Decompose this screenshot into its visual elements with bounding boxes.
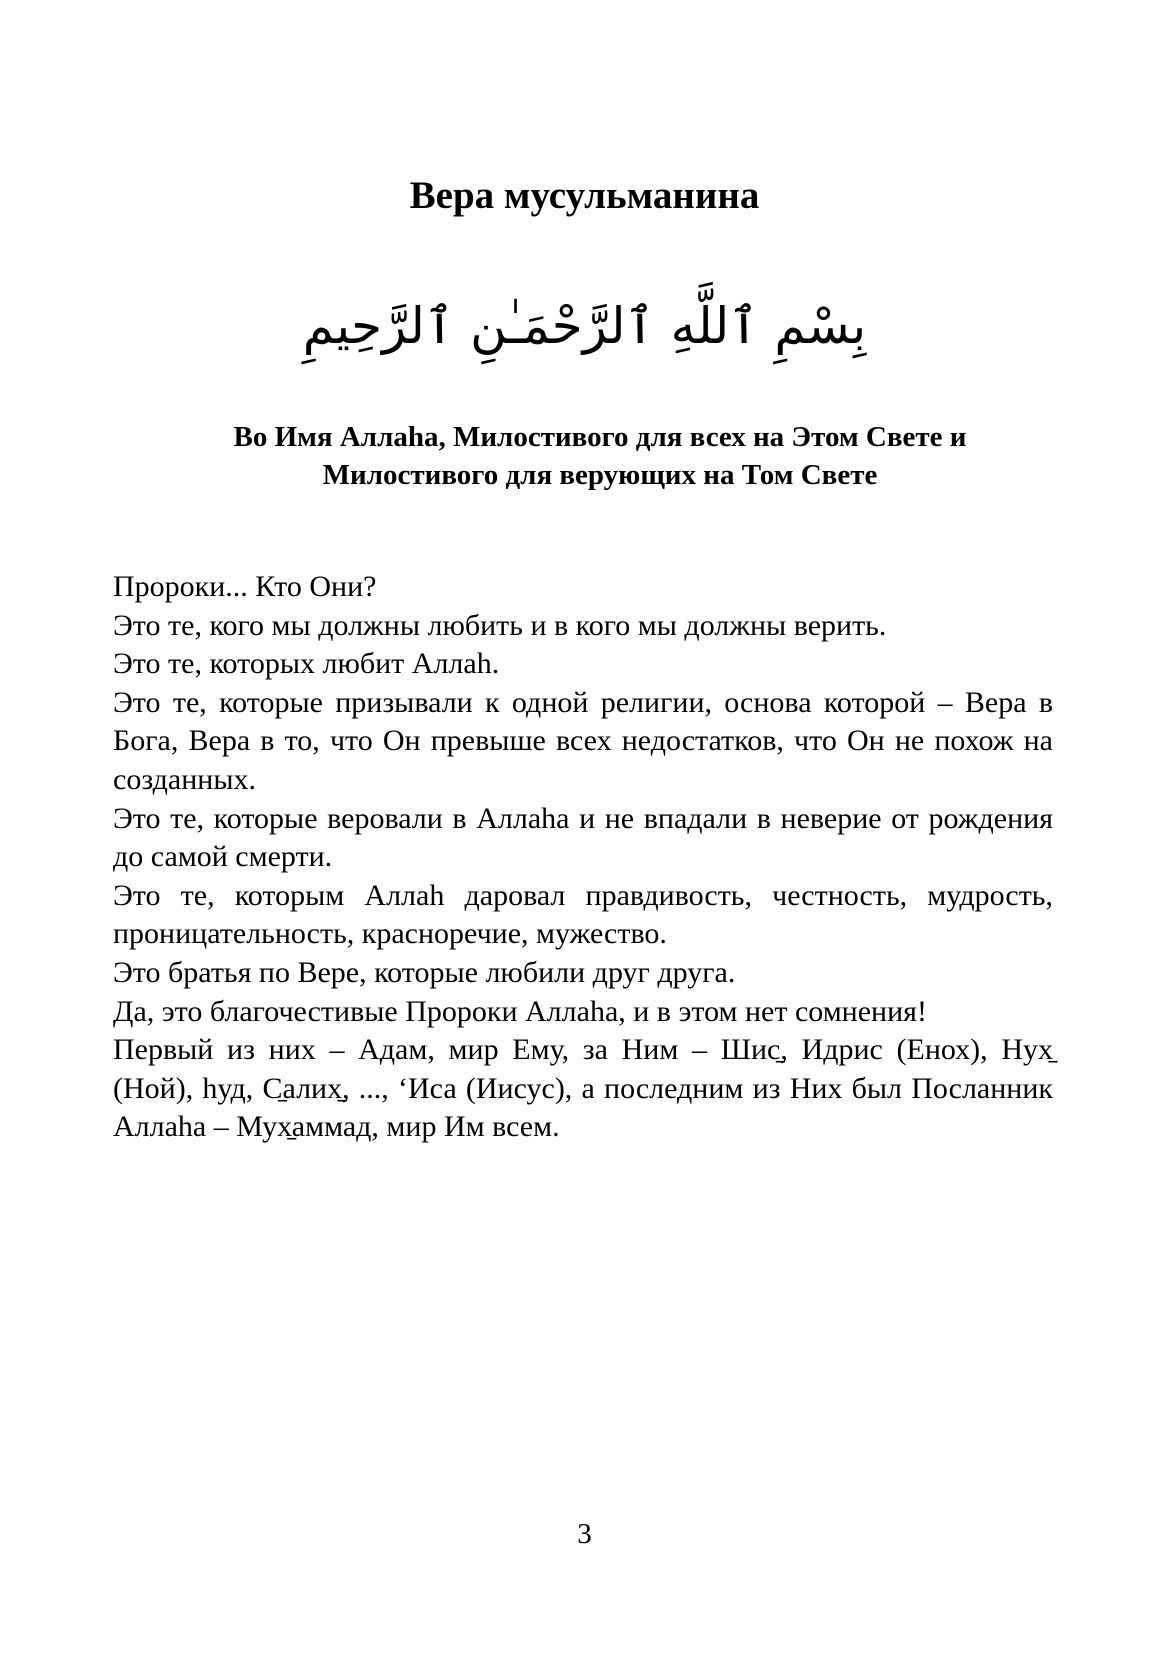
paragraph: Это те, кого мы должны любить и в кого мы должны верить. [113, 608, 887, 642]
body-text [113, 568, 1053, 1147]
subtitle-line-1: Во Имя Аллаhа, Милостивого для всех на Этом Свете и [233, 421, 967, 453]
basmala-calligraphy: بِسْمِ ٱللَّهِ ٱلرَّحْمَـٰنِ ٱلرَّحِيمِ [302, 297, 867, 355]
paragraph: Это братья по Вере, которые любили друг друга. [113, 955, 736, 989]
paragraph: Это те, которые веровали в Аллаhа и не впадали в неверие от рождения до самой смерти. [113, 801, 1053, 874]
paragraph: Это те, которых любит Аллаh. [113, 647, 500, 681]
subtitle-line-2: Милостивого для верующих на Том Свете [322, 459, 878, 491]
paragraph: Пророки... Кто Они? [113, 570, 377, 603]
page-title: Вера мусульманина [409, 174, 760, 217]
paragraph: Да, это благочестивые Пророки Аллаhа, и в этом нет сомнения! [113, 994, 927, 1028]
paragraph: Это те, которые призывали к одной религии, основа которой – Вера в Бога, Вера в то, что Он превыше всех недостатков, что Он не похож на созданных. [113, 685, 1053, 796]
paragraph: Первый из них – Адам, мир Ему, за Ним – Шис̱, Идрис (Енох), Нух̱ (Ной), hуд, С̱алих̱, ..., ‘Иса (Иисус), а последним из Них был Посланник Аллаhа – Мух̱аммад, мир Им всем. [113, 1033, 1053, 1144]
paragraph: Это те, которым Аллаh даровал правдивость, честность, мудрость, проницательность, красноречие, мужество. [113, 878, 1053, 951]
page-number: 3 [577, 1518, 592, 1550]
subtitle [140, 418, 1060, 494]
